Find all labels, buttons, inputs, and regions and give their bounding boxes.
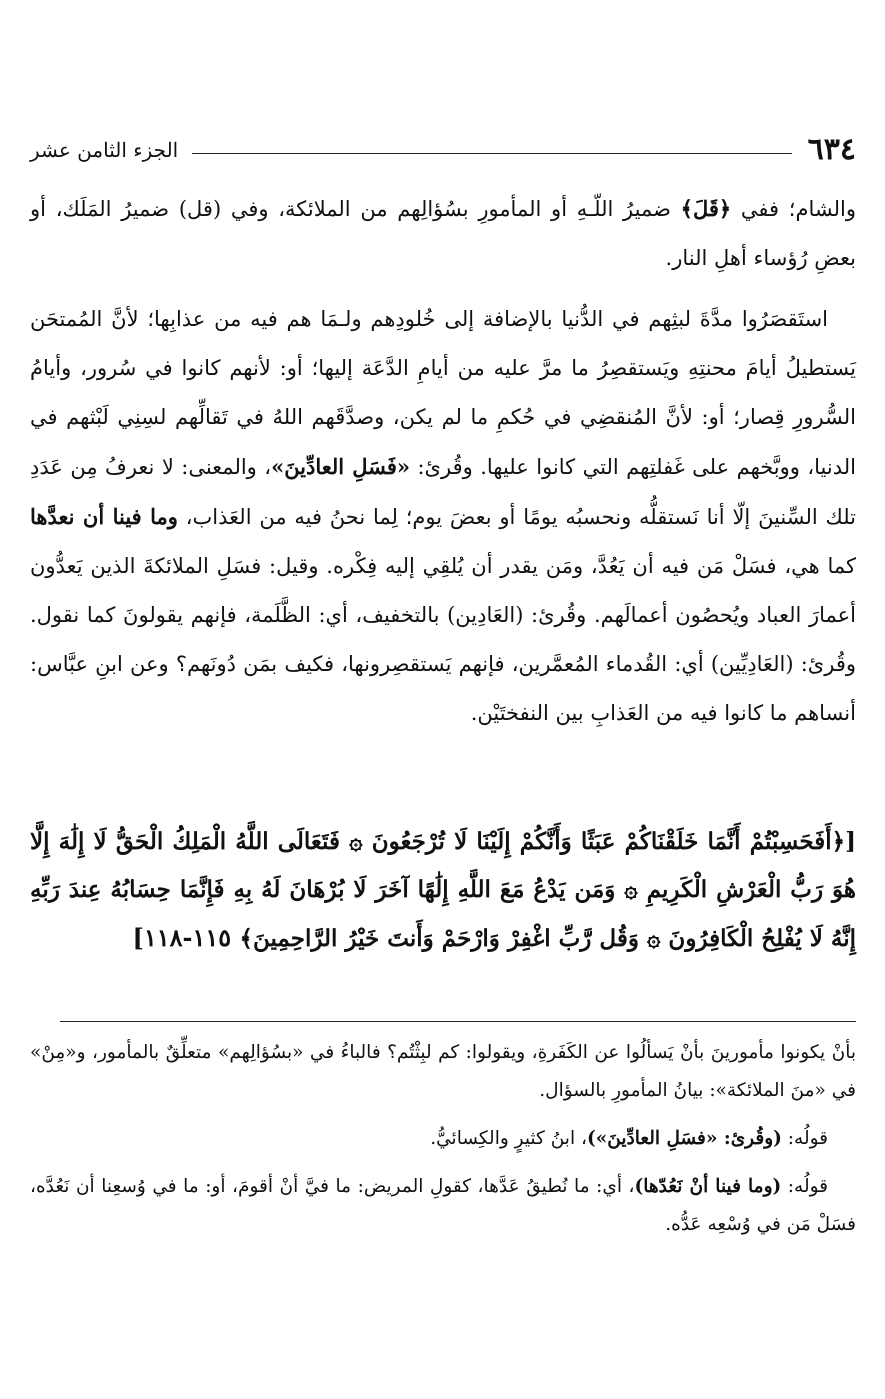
text-run: والشام؛ ففي xyxy=(731,197,856,221)
reading-quote: «فَسَلِ العادِّينَ» xyxy=(271,454,411,479)
quran-verses xyxy=(30,818,856,963)
main-text xyxy=(30,184,856,750)
note-3 xyxy=(30,1168,856,1244)
running-head xyxy=(30,132,856,168)
note-lemma: (وقُرئ: «فسَلِ العادِّينَ») xyxy=(586,1128,782,1149)
note-2 xyxy=(30,1120,856,1158)
paragraph-2 xyxy=(30,295,856,738)
header-rule xyxy=(192,153,791,154)
text-run: قولُه: xyxy=(781,1128,828,1149)
footnote-divider xyxy=(60,1021,856,1022)
text-run: استَقصَرُوا مدَّةَ لبثِهم في الدُّنيا بالإضافة إلى خُلودِهم ولـمَا هم فيه من عذابِها؛ لأنَّ المُمتحَن يَستطيلُ أيامَ محنتِهِ ويَستقصِرُ ما مرَّ عليه من أيامِ الدَّعَة إليها؛ أو: لأنهم كانوا في سُرور، وأيامُ السُّرورِ قِصار؛ أو: لأنَّ المُنقضِي في حُكمِ ما لم يكن، وصدَّقَهم اللهُ في تَقالِّهم لسِنِي لَبْثهم في الدنيا، ووبَّخهم على غَفلتِهم التي كانوا عليها. وقُرئ: xyxy=(30,307,856,479)
text-run: ضميرُ اللّـهِ أو المأمورِ بسُؤالِهم من الملائكة، وفي (قل) ضميرُ المَلَك، أو بعضِ رُؤساء أهلِ النار. xyxy=(30,197,856,270)
note-1: بأنْ يكونوا مأمورينَ بأنْ يَسألُوا عن الكَفَرةِ، ويقولوا: كم لبِثْتُم؟ فالباءُ في «بسُؤالِهم» متعلِّقٌ بالمأمور، و«مِنْ» في «منَ الملائكة»: بيانُ المأمورِ بالسؤال. xyxy=(30,1042,856,1101)
key-phrase: وما فينا أن نعدَّها xyxy=(30,504,178,529)
paragraph-1 xyxy=(30,184,856,283)
quran-word: ﴿قَلَ﴾ xyxy=(680,196,732,221)
part-title: الجزء الثامن عشر xyxy=(30,138,179,162)
text-run: ، ابنُ كثيرٍ والكِسائيُّ. xyxy=(430,1128,587,1149)
text-run: ، والمعنى: لا نعرفُ مِن عَدَدِ تلك السِّنينَ إلّا أنا نَستقلُّه ونحسبُه يومًا أو بعضَ يوم؛ لِما نحنُ فيه من العَذاب، xyxy=(30,455,856,529)
page-number: ٦٣٤ xyxy=(807,132,856,167)
text-run: قولُه: xyxy=(781,1176,828,1197)
text-run: ، أي: ما نُطيقُ عَدَّها، كقولِ المريض: ما فيَّ أنْ أقومَ، أو: ما في وُسعِنا أن نَعُدَّه، فسَلْ مَن في وُسْعِه عَدُّه. xyxy=(30,1176,856,1235)
verse-reference: ١١٥-١١٨] xyxy=(132,923,240,952)
text-run: كما هي، فسَلْ مَن فيه أن يَعُدَّ، ومَن يقدر أن يُلقِي إليه فِكْره. وقيل: فسَلِ الملائكةَ الذين يَعدُّون أعمارَ العباد ويُحصُون أعمالَهم. وقُرئ: (العَادِين) بالتخفيف، أي: الظَّلَمة، فإنهم يقولونَ كما نقول. وقُرئ: (العَادِيِّين) أي: القُدماء المُعمَّرين، فإنهم يَستقصِرونها، فكيف بمَن دُونَهم؟ وعن ابنِ عبَّاس: أنساهم ما كانوا فيه من العَذابِ بين النفختَيْن. xyxy=(30,554,856,725)
note-lemma: (وما فينا أنْ نَعُدّها) xyxy=(634,1176,782,1197)
verses-text: [﴿أَفَحَسِبْتُمْ أَنَّمَا خَلَقْنَاكُمْ عَبَثًا وَأَنَّكُمْ إِلَيْنَا لَا تُرْجَعُونَ ۞ فَتَعَالَى اللَّهُ الْمَلِكُ الْحَقُّ لَا إِلَٰهَ إِلَّا هُوَ رَبُّ الْعَرْشِ الْكَرِيمِ ۞ وَمَن يَدْعُ مَعَ اللَّهِ إِلَٰهًا آخَرَ لَا بُرْهَانَ لَهُ بِهِ فَإِنَّمَا حِسَابُهُ عِندَ رَبِّهِ إِنَّهُ لَا يُفْلِحُ الْكَافِرُونَ ۞ وَقُل رَّبِّ اغْفِرْ وَارْحَمْ وَأَنتَ خَيْرُ الرَّاحِمِينَ﴾ xyxy=(30,828,856,952)
commentary-notes xyxy=(30,1034,856,1254)
